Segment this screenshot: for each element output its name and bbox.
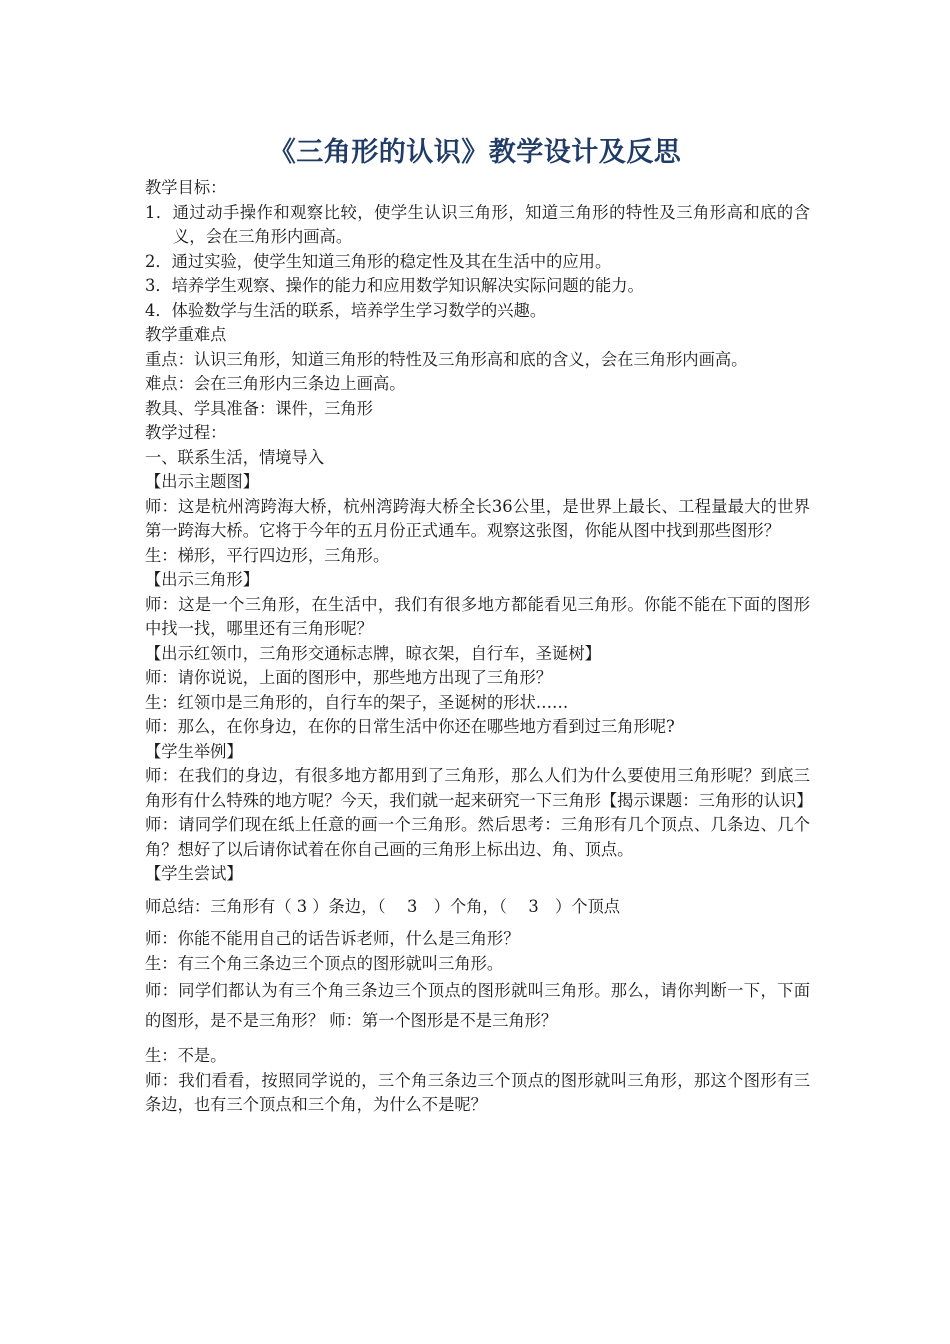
paragraph: 师：请同学们现在纸上任意的画一个三角形。然后思考：三角形有几个顶点、几条边、几个角？想好了以后请你试着在你自己画的三角形上标出边、角、顶点。	[145, 815, 810, 859]
document-title: 《三角形的认识》教学设计及反思	[268, 137, 682, 168]
paragraph: 师：这是杭州湾跨海大桥，杭州湾跨海大桥全长36公里，是世界上最长、工程量最大的世界第一跨海大桥。它将于今年的五月份正式通车。观察这张图，你能从图中找到那些图形？	[145, 496, 810, 540]
objective-item: 2．通过实验，使学生知道三角形的稳定性及其在生活中的应用。	[145, 251, 612, 271]
paragraph: 教学目标：	[145, 178, 227, 197]
paragraph: 【出示三角形】	[145, 570, 259, 589]
paragraph: 师：在我们的身边，有很多地方都用到了三角形，那么人们为什么要使用三角形呢？到底三角形有什么特殊的地方呢？今天，我们就一起来研究一下三角形【揭示课题：三角形的认识】	[145, 766, 813, 810]
paragraph: 重点：认识三角形，知道三角形的特性及三角形高和底的含义，会在三角形内画高。	[145, 349, 748, 369]
paragraph: 一、联系生活，情境导入	[145, 447, 325, 467]
paragraph: 教学重难点	[145, 325, 227, 344]
summary-paragraph: 师总结：三角形有（ 3 ）条边，（ 3 ）个角，（ 3 ）个顶点	[145, 896, 621, 916]
objective-item: 1．通过动手操作和观察比较，使学生认识三角形，知道三角形的特性及三角形高和底的含义，会在三角形内画高。	[145, 202, 810, 246]
objective-item: 3．培养学生观察、操作的能力和应用数学知识解决实际问题的能力。	[145, 276, 644, 295]
objective-item: 4．体验数学与生活的联系，培养学生学习数学的兴趣。	[145, 300, 547, 320]
paragraph: 师：这是一个三角形，在生活中，我们有很多地方都能看见三角形。你能不能在下面的图形中找一找，哪里还有三角形呢？	[145, 594, 810, 638]
paragraph: 【学生尝试】	[145, 864, 243, 883]
paragraph: 师：那么，在你身边，在你的日常生活中你还在哪些地方看到过三角形呢?	[145, 717, 675, 736]
paragraph: 教学过程：	[145, 423, 227, 442]
paragraph: 师：你能不能用自己的话告诉老师，什么是三角形？	[145, 929, 520, 948]
paragraph: 师：同学们都认为有三个角三条边三个顶点的图形就叫三角形。那么，请你判断一下，下面的图形，是不是三角形？ 师：第一个图形是不是三角形？	[145, 981, 810, 1030]
paragraph: 【出示红领巾，三角形交通标志牌，晾衣架，自行车，圣诞树】	[145, 643, 601, 663]
paragraph: 【学生举例】	[145, 741, 243, 761]
document-body	[145, 176, 813, 1118]
paragraph: 生：红领巾是三角形的，自行车的架子，圣诞树的形状……	[145, 692, 569, 712]
paragraph: 生：梯形，平行四边形，三角形。	[145, 545, 390, 565]
paragraph: 教具、学具准备：课件，三角形	[145, 398, 373, 418]
paragraph: 生：有三个角三条边三个顶点的图形就叫三角形。	[145, 953, 504, 973]
paragraph: 难点：会在三角形内三条边上画高。	[145, 374, 406, 393]
paragraph: 【出示主题图】	[145, 472, 259, 491]
paragraph: 生：不是。	[145, 1046, 227, 1065]
paragraph: 师：我们看看，按照同学说的，三个角三条边三个顶点的图形就叫三角形，那这个图形有三条边，也有三个顶点和三个角，为什么不是呢？	[145, 1070, 810, 1114]
paragraph: 师：请你说说，上面的图形中，那些地方出现了三角形？	[145, 668, 553, 687]
